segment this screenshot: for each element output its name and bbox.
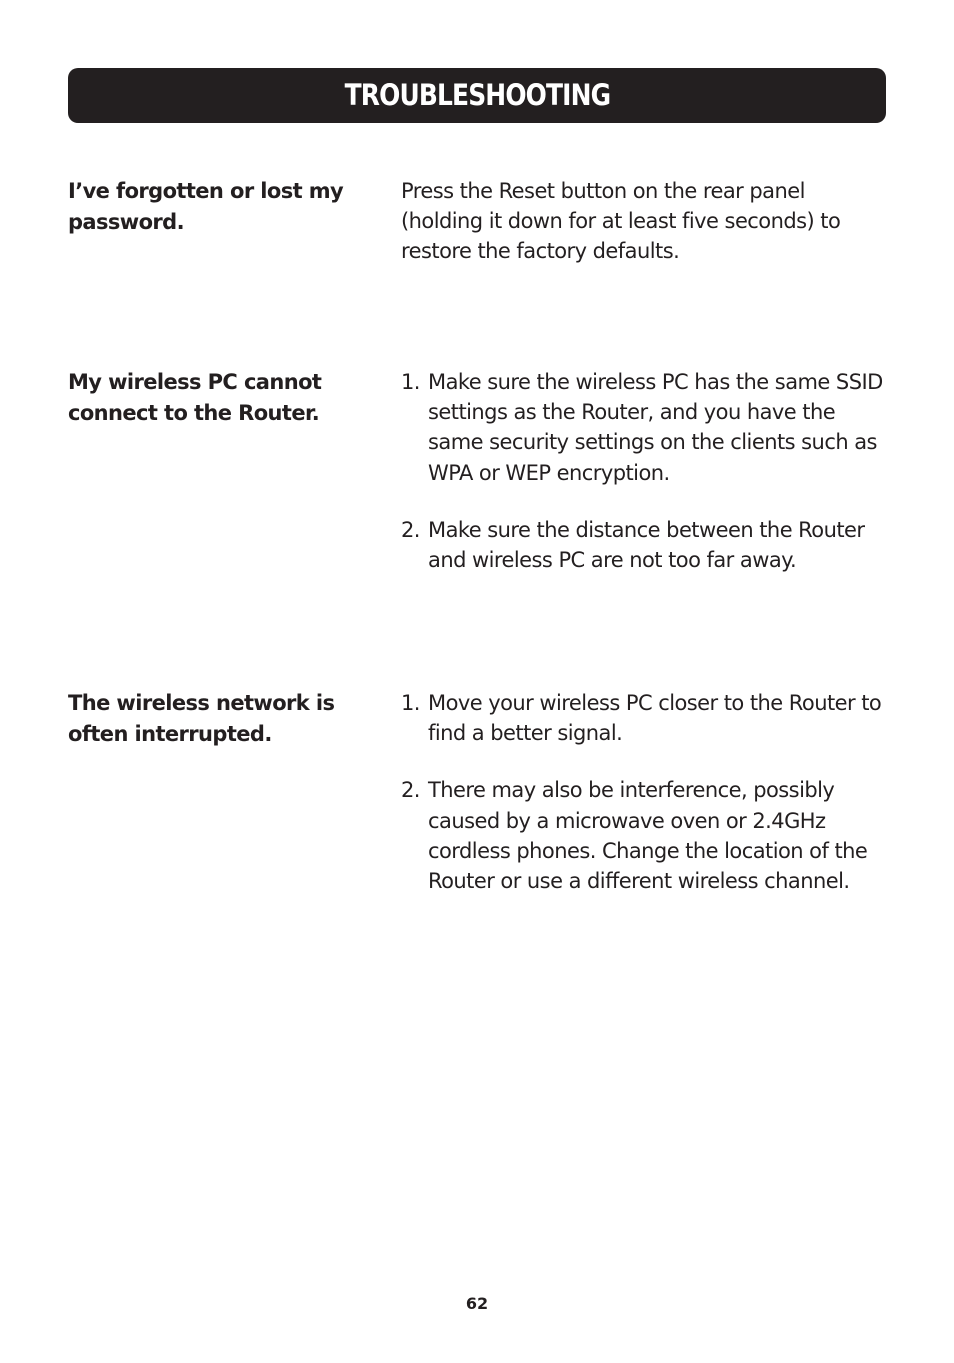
step-text: Move your wireless PC closer to the Router to find a better signal. (428, 691, 882, 746)
step-number: 1. (401, 691, 420, 715)
issue-question: My wireless PC cannot connect to the Router. (68, 370, 322, 425)
step-text: Make sure the wireless PC has the same SSID settings as the Router, and you have the same security settings on the clients such as WPA or WEP encryption. (428, 370, 883, 485)
step-text: There may also be interference, possibly caused by a microwave oven or 2.4GHz cordless phones. Change the location of the Router or use a different wireless channel. (428, 778, 868, 894)
step-text: Make sure the distance between the Router and wireless PC are not too far away. (428, 517, 865, 573)
answer-text: Press the Reset button on the rear panel (holding it down for at least five seconds) to restore the factory defaults. (401, 179, 841, 264)
step-number: 1. (401, 370, 420, 394)
issue-answer (401, 367, 891, 575)
answer-step (401, 367, 891, 488)
page-number: 62 (465, 1294, 489, 1313)
issue-question: The wireless network is often interrupted. (68, 691, 335, 746)
answer-step (401, 688, 891, 748)
issue-answer (401, 688, 891, 896)
issue-question: I’ve forgotten or lost my password. (68, 179, 344, 234)
answer-step (401, 515, 891, 575)
answer-step (401, 775, 891, 896)
step-number: 2. (401, 778, 420, 803)
section-header-bar (68, 68, 886, 123)
section-title: TROUBLESHOOTING (344, 78, 610, 112)
issue-answer (401, 176, 891, 267)
step-number: 2. (401, 517, 420, 542)
